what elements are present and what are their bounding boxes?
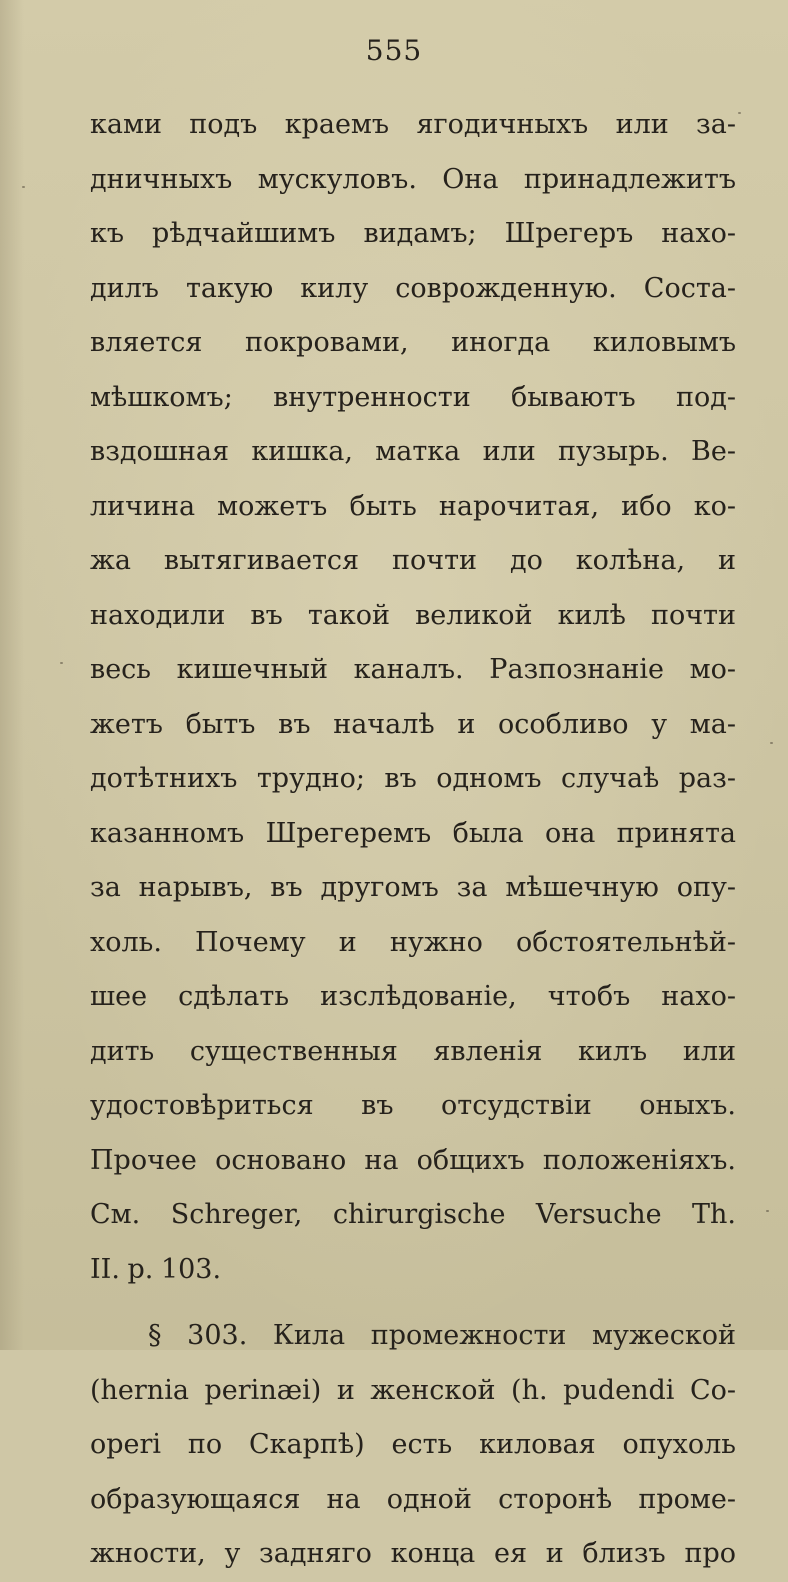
paper-speck xyxy=(22,186,25,188)
text-line: дничныхъ мускуловъ. Она принадлежитъ xyxy=(90,163,736,195)
text-line: operi по Скарпѣ) есть киловая опухоль xyxy=(90,1429,736,1460)
paper-speck xyxy=(770,742,773,744)
text-line: (hernia perinæi) и женской (h. pudendi Co- xyxy=(90,1374,736,1406)
text-line: ками подъ краемъ ягодичныхъ или за- xyxy=(90,109,736,140)
paragraph-gap xyxy=(90,1297,736,1309)
paper-speck xyxy=(766,1210,769,1212)
text-line: дилъ такую килу соврожденную. Соста- xyxy=(90,272,736,304)
text-line: вляется покровами, иногда киловымъ xyxy=(90,327,736,358)
paragraph-2 xyxy=(90,1309,736,1582)
paper-speck xyxy=(60,662,63,664)
text-line: весь кишечный каналъ. Разпознаніе мо- xyxy=(90,654,736,685)
text-line: вздошная кишка, матка или пузырь. Ве- xyxy=(90,436,736,467)
page-shadow xyxy=(0,0,24,1350)
text-line: жности, у задняго конца ея и близъ про xyxy=(90,1538,736,1569)
paper-speck xyxy=(738,112,741,114)
text-line: казанномъ Шрегеремъ была она принята xyxy=(90,817,736,849)
text-line: шее сдѣлать изслѣдованіе, чтобъ нахо- xyxy=(90,981,736,1012)
page-number: 555 xyxy=(365,34,423,67)
text-block xyxy=(90,98,736,1582)
text-line: жа вытягивается почти до колѣна, и xyxy=(90,545,736,576)
text-line: Прочее основано на общихъ положеніяхъ. xyxy=(90,1144,736,1176)
paragraph-1 xyxy=(90,98,736,1297)
text-line: холь. Почему и нужно обстоятельнѣй- xyxy=(90,926,736,958)
text-line: за нарывъ, въ другомъ за мѣшечную опу- xyxy=(90,872,736,903)
text-line: дотѣтнихъ трудно; въ одномъ случаѣ раз- xyxy=(90,763,736,794)
text-line: мѣшкомъ; внутренности бываютъ под- xyxy=(90,381,736,413)
text-line: § 303. Кила промежности мужеской xyxy=(148,1320,736,1351)
text-line: жетъ бытъ въ началѣ и особливо у ма- xyxy=(90,708,736,740)
text-line: удостовѣриться въ отсудствіи оныхъ. xyxy=(90,1090,736,1121)
text-line: дить существенныя явленія килъ или xyxy=(90,1035,736,1067)
text-line: къ рѣдчайшимъ видамъ; Шрегеръ нахо- xyxy=(90,218,736,249)
text-line: См. Schreger, chirurgische Versuche Th. xyxy=(90,1199,736,1230)
text-line: находили въ такой великой килѣ почти xyxy=(90,599,736,631)
text-line: образующаяся на одной сторонѣ проме- xyxy=(90,1483,736,1515)
text-line: личина можетъ быть нарочитая, ибо ко- xyxy=(90,490,736,522)
text-line: II. p. 103. xyxy=(90,1253,222,1285)
